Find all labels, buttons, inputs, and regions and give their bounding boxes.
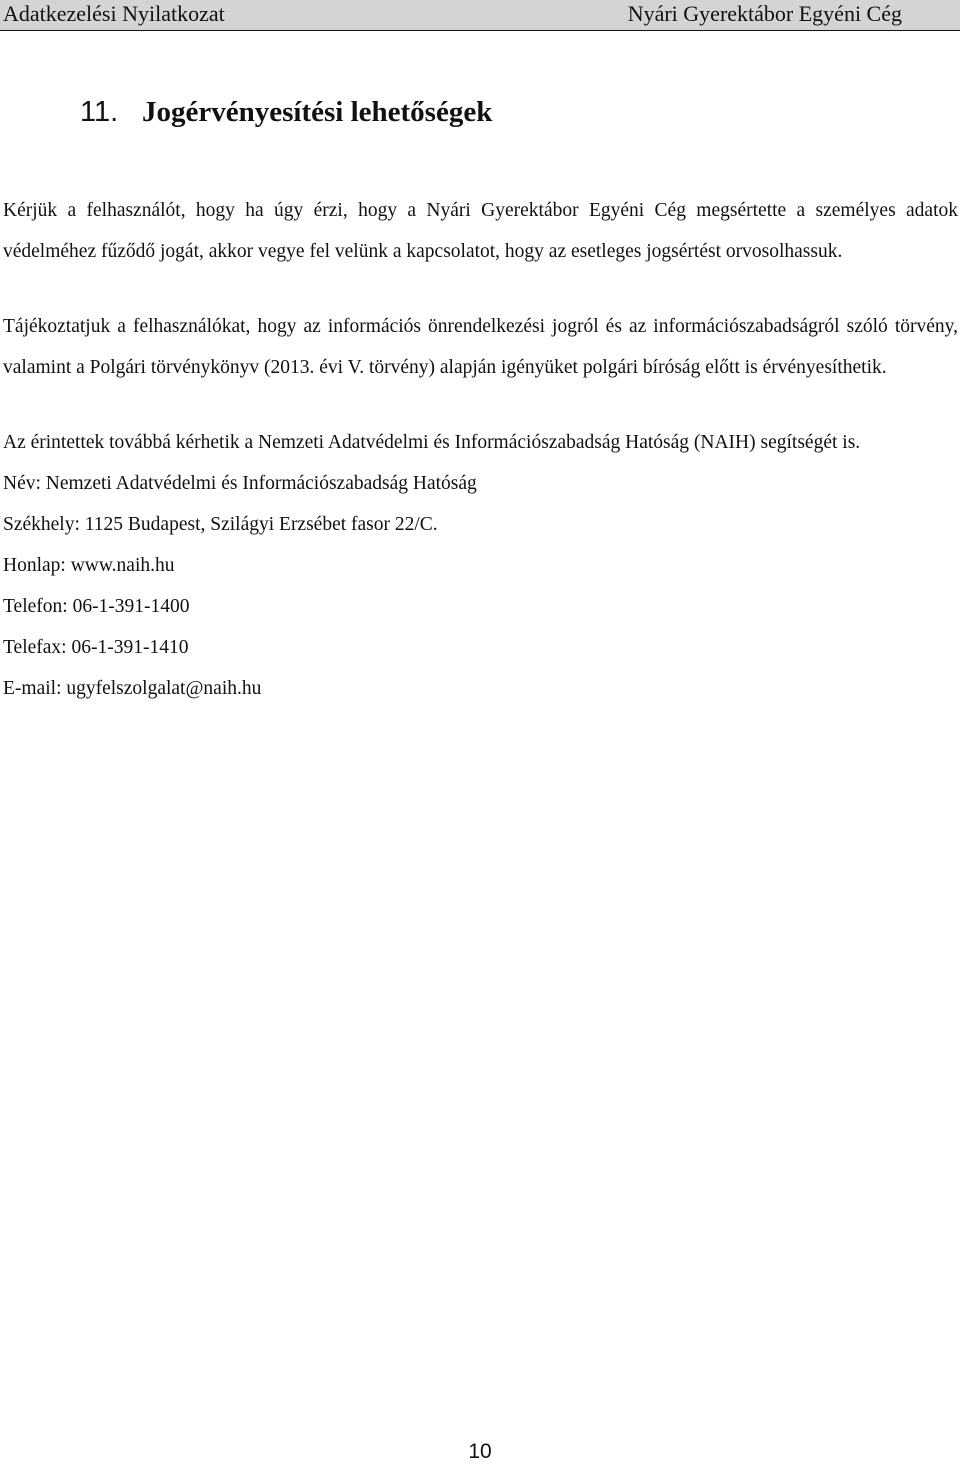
section-heading [80,94,492,130]
page-number: 10 [468,1440,492,1463]
section-title: Jogérvényesítési lehetőségek [142,96,493,128]
contact-website: Honlap: www.naih.hu [3,555,175,576]
paragraph-naih-help: Az érintettek továbbá kérhetik a Nemzeti Adatvédelmi és Információszabadság Hatóság (NAIH) segítségét is. [3,432,861,453]
contact-fax: Telefax: 06-1-391-1410 [3,637,189,658]
contact-email: E-mail: ugyfelszolgalat@naih.hu [3,678,262,699]
section-number: 11. [80,96,119,128]
document-body [3,190,958,709]
contact-phone: Telefon: 06-1-391-1400 [3,596,190,617]
contact-name: Név: Nemzeti Adatvédelmi és Információszabadság Hatóság [3,473,477,494]
page-header [0,0,960,31]
header-document-title: Adatkezelési Nyilatkozat [3,1,225,26]
paragraph-legal-rights: Tájékoztatjuk a felhasználókat, hogy az információs önrendelkezési jogról és az információszabadságról szóló törvény, valamint a Polgári törvénykönyv (2013. évi V. törvény) alapján igényüket polgári bíróság előtt is érvényesíthetik. [3,316,958,378]
contact-address: Székhely: 1125 Budapest, Szilágyi Erzsébet fasor 22/C. [3,514,438,535]
header-company-name: Nyári Gyerektábor Egyéni Cég [627,1,902,26]
paragraph-contact-request: Kérjük a felhasználót, hogy ha úgy érzi, hogy a Nyári Gyerektábor Egyéni Cég megsértette a személyes adatok védelméhez fűződő jogát, akkor vegye fel velünk a kapcsolatot, hogy az esetleges jogsértést orvosolhassuk. [3,200,958,262]
